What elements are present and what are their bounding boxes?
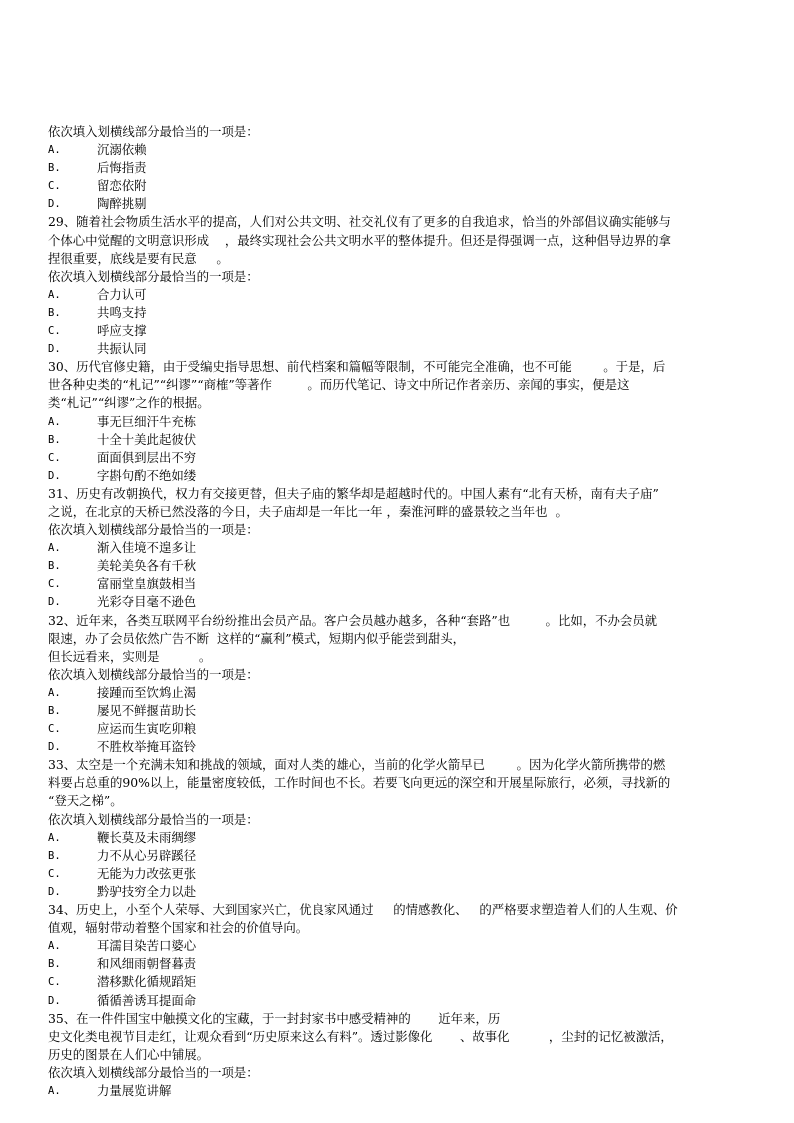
option-d (48, 738, 758, 756)
question-prompt: 依次填入划横线部分最恰当的一项是： (48, 268, 259, 284)
option-letter: B. (48, 306, 61, 319)
option-letter: C. (48, 578, 61, 591)
option-text: 富丽堂皇旗鼓相当 (97, 576, 197, 592)
question-32-stem-line: 32、近年来，各类互联网平台纷纷推出会员产品。客户会员越办越多，各种“套路”也 。比如，不办会员就 (48, 612, 658, 628)
option-a (48, 286, 758, 304)
option-d (48, 195, 758, 213)
question-prompt: 依次填入划横线部分最恰当的一项是： (48, 1064, 259, 1080)
option-text: 无能为力改弦更张 (97, 865, 197, 881)
option-a (48, 413, 758, 431)
option-text: 合力认可 (97, 286, 147, 302)
option-c (48, 720, 758, 738)
option-text: 力不从心另辟蹊径 (97, 847, 197, 863)
option-c (48, 575, 758, 593)
option-letter: A. (48, 144, 61, 157)
option-text: 力量展览讲解 (97, 1082, 172, 1098)
option-text: 面面俱到层出不穷 (97, 449, 197, 465)
question-33-stem-line: 33、太空是一个充满未知和挑战的领域，面对人类的雄心，当前的化学火箭早已 。因为化学火箭所携带的燃 (48, 757, 666, 773)
option-letter: C. (48, 325, 61, 338)
option-a (48, 937, 758, 955)
option-text: 应运而生寅吃卯粮 (97, 721, 197, 737)
question-30-stem-line: 30、历代官修史籍，由于受编史指导思想、前代档案和篇幅等限制，不可能完全准确，也不可能 。于是，后 (48, 359, 666, 375)
option-c (48, 865, 758, 883)
option-letter: A. (48, 542, 61, 555)
option-text: 循循善诱耳提面命 (97, 992, 197, 1008)
option-b (48, 304, 758, 322)
question-35-stem-line: 史文化类电视节目走红，让观众看到“历史原来这么有料”。透过影像化 、故事化 ，尘封的记忆被激活， (48, 1028, 673, 1044)
option-b (48, 431, 758, 449)
option-text: 渐入佳境不遑多让 (97, 540, 197, 556)
question-prompt: 依次填入划横线部分最恰当的一项是： (48, 124, 259, 139)
option-text: 潜移默化循规蹈矩 (97, 974, 197, 990)
option-b (48, 955, 758, 973)
question-29-stem-line: 29、随着社会物质生活水平的提高，人们对公共文明、社交礼仪有了更多的自我追求，恰当的外部倡议确实能够与 (48, 214, 671, 230)
option-b (48, 702, 758, 720)
option-letter: D. (48, 596, 61, 609)
option-text: 接踵而至饮鸩止渴 (97, 684, 197, 700)
question-34-stem-line: 34、历史上，小至个人荣辱、大到国家兴亡，优良家风通过 的情感教化、 的严格要求塑造着人们的人生观、价 (48, 902, 678, 918)
option-letter: D. (48, 198, 61, 211)
option-letter: C. (48, 723, 61, 736)
question-32-stem-line: 限速，办了会员依然广告不断 这样的“赢利”模式，短期内似乎能尝到甜头， (48, 630, 466, 646)
option-text: 鞭长莫及未雨绸缪 (97, 829, 197, 845)
option-text: 呼应支撑 (97, 323, 147, 339)
option-text: 黔驴技穷全力以赴 (97, 883, 197, 899)
option-letter: B. (48, 958, 61, 971)
option-text: 屡见不鲜揠苗助长 (97, 703, 197, 718)
document-page (48, 123, 758, 1100)
option-letter: C. (48, 976, 61, 989)
question-34-stem-line: 值观，辐射带动着整个国家和社会的价值导向。 (48, 920, 309, 936)
option-letter: B. (48, 560, 61, 573)
option-text: 事无巨细汗牛充栋 (97, 413, 197, 429)
option-c (48, 449, 758, 467)
question-prompt: 依次填入划横线部分最恰当的一项是： (48, 666, 259, 682)
option-letter: D. (48, 343, 61, 356)
option-letter: B. (48, 162, 61, 175)
option-letter: D. (48, 885, 61, 898)
option-c (48, 177, 758, 195)
question-prompt: 依次填入划横线部分最恰当的一项是： (48, 522, 259, 538)
option-letter: D. (48, 741, 61, 754)
option-d (48, 883, 758, 901)
question-35-stem-line: 35、在一件件国宝中触摸文化的宝藏，于一封封家书中感受精神的 近年来，历 (48, 1010, 501, 1026)
question-33-stem-line: “登天之梯”。 (48, 793, 123, 809)
option-letter: A. (48, 686, 61, 699)
option-letter: D. (48, 994, 61, 1007)
option-letter: B. (48, 705, 61, 717)
option-a (48, 141, 758, 159)
option-c (48, 322, 758, 340)
option-text: 耳濡目染苦口婆心 (97, 938, 197, 954)
option-a (48, 684, 758, 702)
question-35-stem-line: 历史的图景在人们心中铺展。 (48, 1046, 210, 1062)
option-a (48, 1082, 758, 1100)
option-text: 美轮美奂各有千秋 (97, 558, 197, 574)
option-text: 共鸣支持 (97, 304, 147, 320)
option-letter: C. (48, 180, 61, 193)
option-d (48, 467, 758, 485)
option-text: 不胜枚举掩耳盗铃 (97, 739, 197, 755)
question-31-stem-line: 31、历史有改朝换代，权力有交接更替，但夫子庙的繁华却是超越时代的。中国人素有“北有天桥，南有夫子庙” (48, 485, 659, 501)
option-a (48, 539, 758, 557)
option-b (48, 847, 758, 865)
option-d (48, 340, 758, 358)
question-32-stem-line: 但长远看来，实则是 。 (48, 648, 212, 664)
option-b (48, 557, 758, 575)
option-letter: A. (48, 288, 61, 301)
option-letter: A. (48, 940, 61, 953)
question-30-stem-line: 世各种史类的“札记”“纠谬”“商榷”等著作 。而历代笔记、诗文中所记作者亲历、亲闻的事实，便是这 (48, 377, 630, 393)
option-text: 共振认同 (97, 341, 147, 357)
option-letter: C. (48, 867, 61, 880)
option-letter: A. (48, 1084, 61, 1097)
option-letter: D. (48, 469, 61, 482)
option-a (48, 829, 758, 847)
option-letter: C. (48, 451, 61, 464)
question-31-stem-line: 之说，在北京的天桥已然没落的今日，夫子庙却是一年比一年 ，秦淮河畔的盛景较之当年也 。 (48, 503, 568, 519)
question-33-stem-line: 料要占总重的90%以上，能量密度较低，工作时间也不长。若要飞向更远的深空和开展星际旅行，必须，寻找新的 (48, 775, 671, 791)
option-text: 陶醉挑剔 (97, 196, 147, 212)
option-letter: B. (48, 433, 61, 446)
option-c (48, 973, 758, 991)
question-prompt: 依次填入划横线部分最恰当的一项是： (48, 811, 259, 827)
option-b (48, 159, 758, 177)
question-29-stem-line: 个体心中觉醒的文明意识形成 ，最终实现社会公共文明水平的整体提升。但还是得强调一点，这种倡导边界的拿 (48, 232, 671, 248)
option-text: 沉溺依赖 (97, 142, 147, 158)
option-letter: A. (48, 415, 61, 428)
option-letter: B. (48, 849, 61, 862)
option-text: 后悔指责 (97, 160, 147, 176)
option-d (48, 992, 758, 1010)
option-text: 和风细雨朝督暮责 (97, 956, 197, 972)
option-text: 留恋依附 (97, 178, 147, 194)
option-d (48, 593, 758, 611)
option-text: 光彩夺目毫不逊色 (97, 594, 197, 610)
option-letter: A. (48, 831, 61, 844)
option-text: 字斟句酌不绝如缕 (97, 467, 197, 483)
question-30-stem-line: 类“札记”“纠谬”之作的根据。 (48, 395, 210, 411)
question-29-stem-line: 捏很重要，底线是要有民意 。 (48, 250, 229, 266)
option-text: 十全十美此起彼伏 (97, 431, 197, 447)
